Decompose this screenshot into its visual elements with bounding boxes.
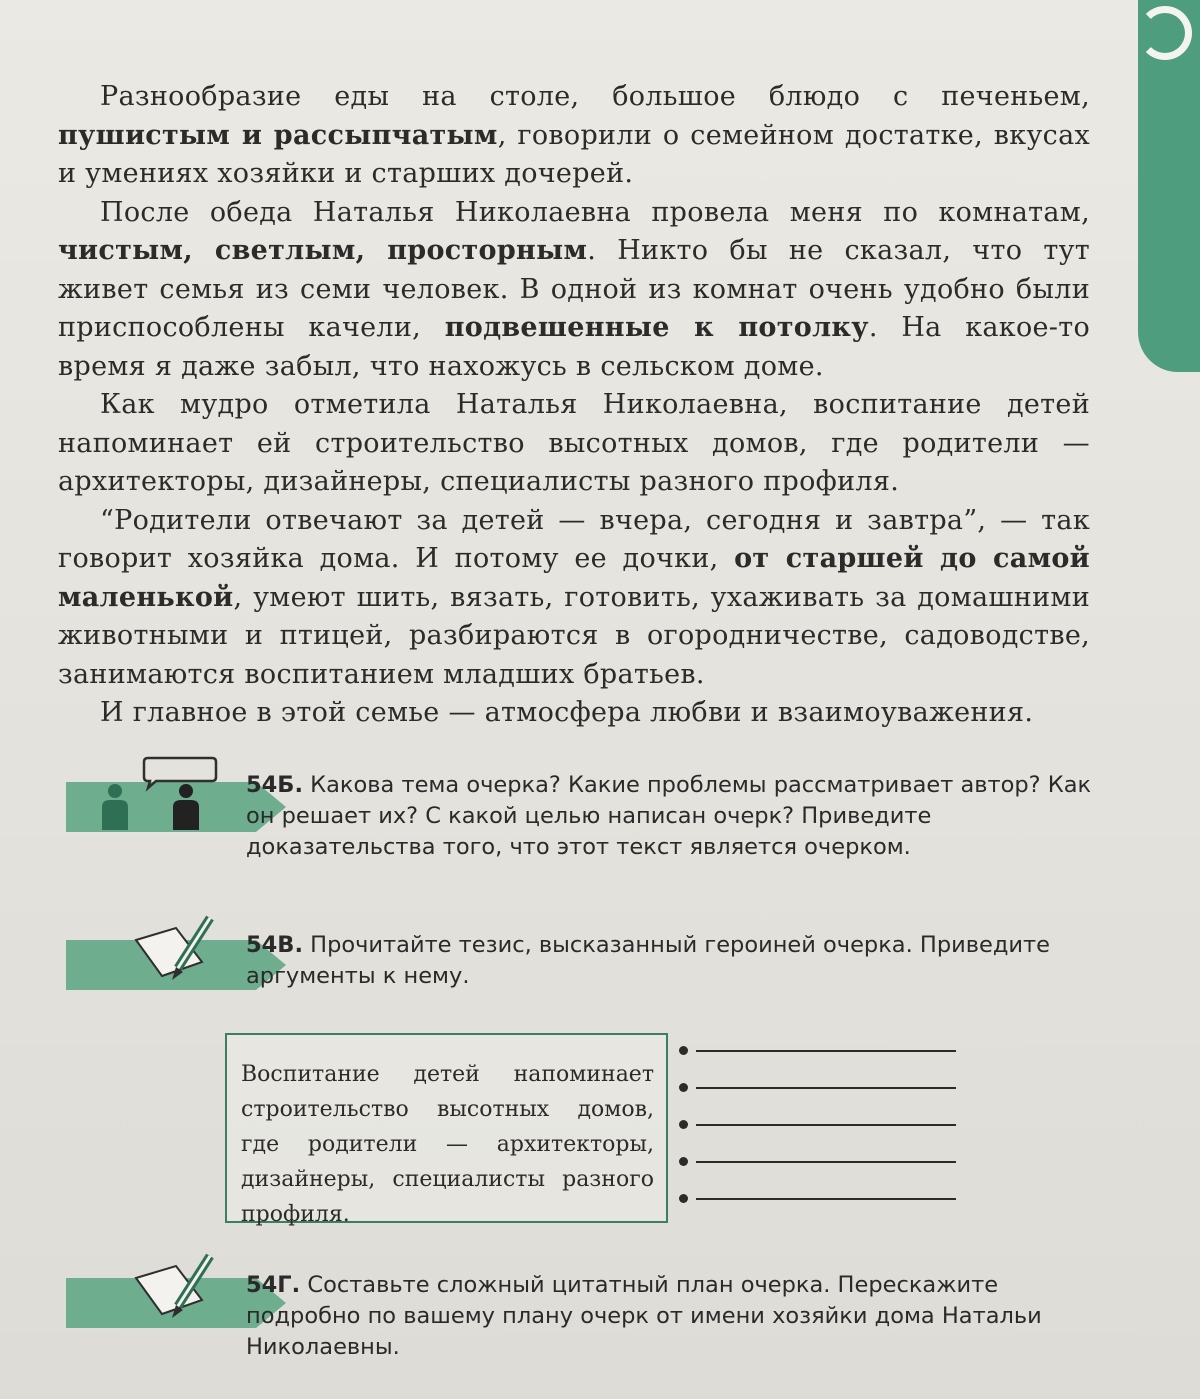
paragraph-2: После обеда Наталья Николаевна провела меня по комнатам, чистым, светлым, просторным. Никто бы не сказал, что тут живет семья из семи человек. В одной из комнат очень удобно были приспособлены качели, подвешенные к потолку. На какое-то время я даже забыл, что нахожусь в сельском доме. <box>58 196 1090 382</box>
bold-phrase: чистым, светлым, просторным <box>58 235 588 266</box>
thesis-box: Воспитание детей напоминает строительство высотных домов, где родители — архитекторы, дизайнеры, специалисты разного профиля. <box>225 1033 668 1223</box>
answer-line[interactable] <box>676 1104 966 1141</box>
pencil-paper-icon <box>106 1248 226 1326</box>
exercise-text: 54Г. Составьте сложный цитатный план очерка. Перескажите подробно по вашему плану очерк от имени хозяйки дома Натальи Николаевны. <box>246 1272 1042 1360</box>
bullet-icon <box>679 1194 688 1203</box>
paragraph-5: И главное в этой семье — атмосфера любви и взаимоуважения. <box>100 697 1034 728</box>
bold-phrase: подвешенные к потолку <box>444 312 869 343</box>
paragraph-4: “Родители отвечают за детей — вчера, сегодня и завтра”, — так говорит хозяйка дома. И потому ее дочки, от старшей до самой маленькой, умеют шить, вязать, готовить, ухаживать за домашними животными и птицей, разбираются в огородничестве, садоводстве, занимаются воспитанием младших братьев. <box>58 504 1090 690</box>
answer-line[interactable] <box>676 1030 966 1067</box>
circle-mark-icon <box>1138 6 1192 60</box>
paragraph-3: Как мудро отметила Наталья Николаевна, воспитание детей напоминает ей строительство высотных домов, где родители — архитекторы, дизайнеры, специалисты разного профиля. <box>58 389 1090 497</box>
bullet-icon <box>679 1046 688 1055</box>
answer-line[interactable] <box>676 1141 966 1178</box>
bullet-icon <box>679 1083 688 1092</box>
answer-lines <box>676 1030 966 1215</box>
exercise-text: 54Б. Какова тема очерка? Какие проблемы рассматривает автор? Как он решает их? С какой целью написан очерк? Приведите доказательства того, что этот текст является очерком. <box>246 772 1092 860</box>
paragraph-1: Разнообразие еды на столе, большое блюдо с печеньем, пушистым и рассыпчатым, говорили о семейном достатке, вкусах и умениях хозяйки и старших дочерей. <box>58 81 1090 189</box>
bold-phrase: от старшей до самой маленькой <box>58 543 1090 613</box>
answer-line[interactable] <box>676 1178 966 1215</box>
chapter-side-tab <box>1138 0 1200 372</box>
essay-text <box>58 78 1090 733</box>
bold-phrase: пушистым и рассыпчатым <box>58 119 498 151</box>
answer-line[interactable] <box>676 1067 966 1104</box>
bullet-icon <box>679 1120 688 1129</box>
bullet-icon <box>679 1157 688 1166</box>
discussion-people-icon <box>94 755 224 830</box>
pencil-paper-icon <box>106 910 226 988</box>
exercise-text: 54В. Прочитайте тезис, высказанный героиней очерка. Приведите аргументы к нему. <box>246 932 1050 989</box>
